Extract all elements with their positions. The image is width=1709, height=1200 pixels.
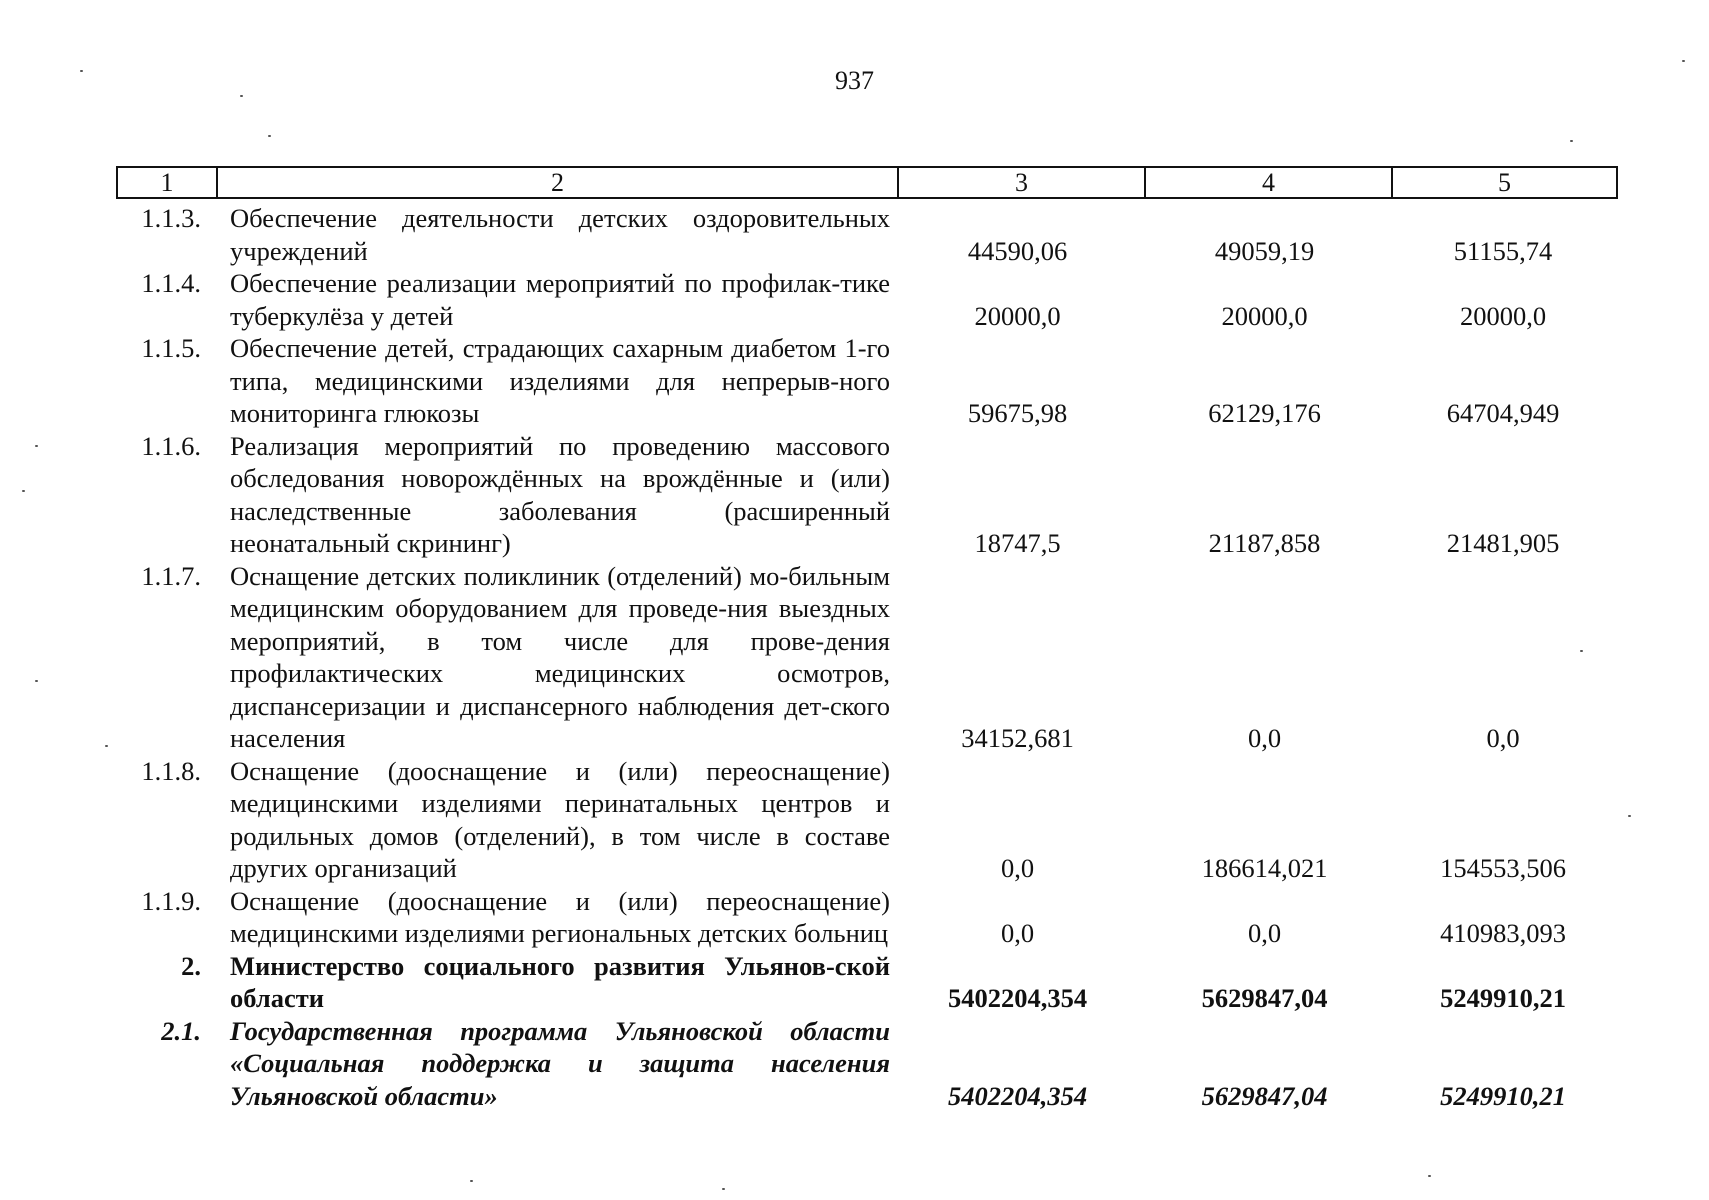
row-number: 1.1.6. [141, 430, 201, 461]
row-value-col4: 0,0 [1247, 918, 1282, 948]
scan-speck [1428, 1175, 1431, 1177]
row-value-col5: 410983,093 [1440, 918, 1566, 948]
row-value-col4: 21187,858 [1208, 528, 1321, 558]
table-row [116, 430, 1616, 560]
row-value-col4: 5629847,04 [1201, 1080, 1328, 1111]
row-value-col4: 0,0 [1247, 723, 1282, 753]
row-description: Обеспечение реализации мероприятий по профилак-тике туберкулёза у детей [230, 268, 890, 331]
page-number: 937 [835, 66, 874, 95]
row-value-col3: 44590,06 [967, 235, 1068, 266]
table-row [116, 560, 1616, 755]
row-value-col5: 51155,74 [1453, 235, 1553, 266]
row-description: Государственная программа Ульяновской области «Социальная поддержка и защита населения Ульяновской области» [230, 1015, 890, 1111]
row-description: Обеспечение деятельности детских оздоровительных учреждений [230, 203, 890, 266]
row-description: Оснащение (дооснащение и (или) переоснащение) медицинскими изделиями перинатальных центров и родильных домов (отделений), в том числе в составе других организаций [230, 755, 890, 883]
row-value-col3: 20000,0 [974, 300, 1061, 331]
row-value-col5: 5249910,21 [1440, 983, 1566, 1013]
table-body [116, 202, 1616, 1112]
header-col-3: 3 [898, 167, 1145, 198]
row-value-col3: 18747,5 [974, 528, 1061, 558]
row-description: Министерство социального развития Ульянов-ской области [230, 950, 890, 1013]
header-col-1: 1 [117, 167, 217, 198]
row-number: 1.1.7. [141, 560, 201, 591]
row-value-col4: 186614,021 [1201, 853, 1328, 883]
row-value-col5: 64704,949 [1446, 398, 1560, 428]
row-number: 1.1.8. [141, 755, 201, 786]
row-description: Оснащение (дооснащение и (или) переоснащение) медицинскими изделиями региональных детских больниц [230, 885, 890, 948]
scan-speck [35, 445, 38, 447]
table-row [116, 332, 1616, 430]
table-row [116, 267, 1616, 332]
row-number: 1.1.9. [141, 885, 201, 916]
row-value-col3: 5402204,354 [947, 983, 1088, 1013]
row-description: Обеспечение детей, страдающих сахарным диабетом 1-го типа, медицинскими изделиями для непрерыв-ного мониторинга глюкозы [230, 333, 890, 428]
scan-speck [35, 680, 38, 682]
scan-speck [722, 1188, 725, 1190]
row-value-col3: 34152,681 [961, 723, 1074, 753]
header-col-5: 5 [1392, 167, 1617, 198]
table-row [116, 202, 1616, 267]
row-value-col3: 59675,98 [967, 398, 1068, 428]
row-value-col5: 20000,0 [1459, 300, 1547, 331]
table-row [116, 755, 1616, 885]
scan-speck [240, 95, 243, 97]
header-col-4: 4 [1145, 167, 1392, 198]
scan-speck [1628, 815, 1631, 817]
table-row-program [116, 1015, 1616, 1113]
row-number: 1.1.4. [141, 268, 201, 298]
row-value-col4: 49059,19 [1214, 235, 1315, 266]
scan-speck [1580, 650, 1583, 652]
row-value-col3: 0,0 [1000, 853, 1035, 883]
scan-speck [80, 70, 83, 72]
row-value-col4: 20000,0 [1221, 300, 1308, 331]
scan-speck [268, 135, 271, 137]
row-value-col4: 62129,176 [1208, 398, 1321, 428]
table-row [116, 885, 1616, 950]
row-value-col3: 5402204,354 [947, 1080, 1088, 1111]
header-col-2: 2 [217, 167, 898, 198]
scan-speck [1570, 140, 1573, 142]
row-description: Оснащение детских поликлиник (отделений) мо-бильным медицинским оборудованием для проведе-ния выездных мероприятий, в том числе для прове-дения профилактических медицинских осмотров, диспансеризации и диспансерного наблюдения дет-ского населения [230, 560, 890, 753]
table-row-ministry [116, 950, 1616, 1015]
row-value-col3: 0,0 [1000, 918, 1035, 948]
scan-speck [470, 1180, 473, 1182]
row-value-col5: 21481,905 [1446, 528, 1560, 558]
row-number: 2.1. [161, 1015, 201, 1046]
row-value-col5: 154553,506 [1440, 853, 1566, 883]
row-value-col4: 5629847,04 [1201, 983, 1328, 1013]
row-number: 1.1.3. [141, 203, 201, 233]
scan-speck [1682, 60, 1685, 62]
scan-speck [105, 745, 108, 747]
row-description: Реализация мероприятий по проведению массового обследования новорождённых на врождённые и (или) наследственные заболевания (расширенный неонатальный скрининг) [230, 430, 890, 558]
row-number: 2. [181, 950, 201, 981]
column-header-row [116, 166, 1618, 199]
row-number: 1.1.5. [141, 333, 201, 363]
row-value-col5: 5249910,21 [1440, 1080, 1566, 1111]
scan-speck [22, 490, 25, 492]
row-value-col5: 0,0 [1486, 723, 1520, 753]
